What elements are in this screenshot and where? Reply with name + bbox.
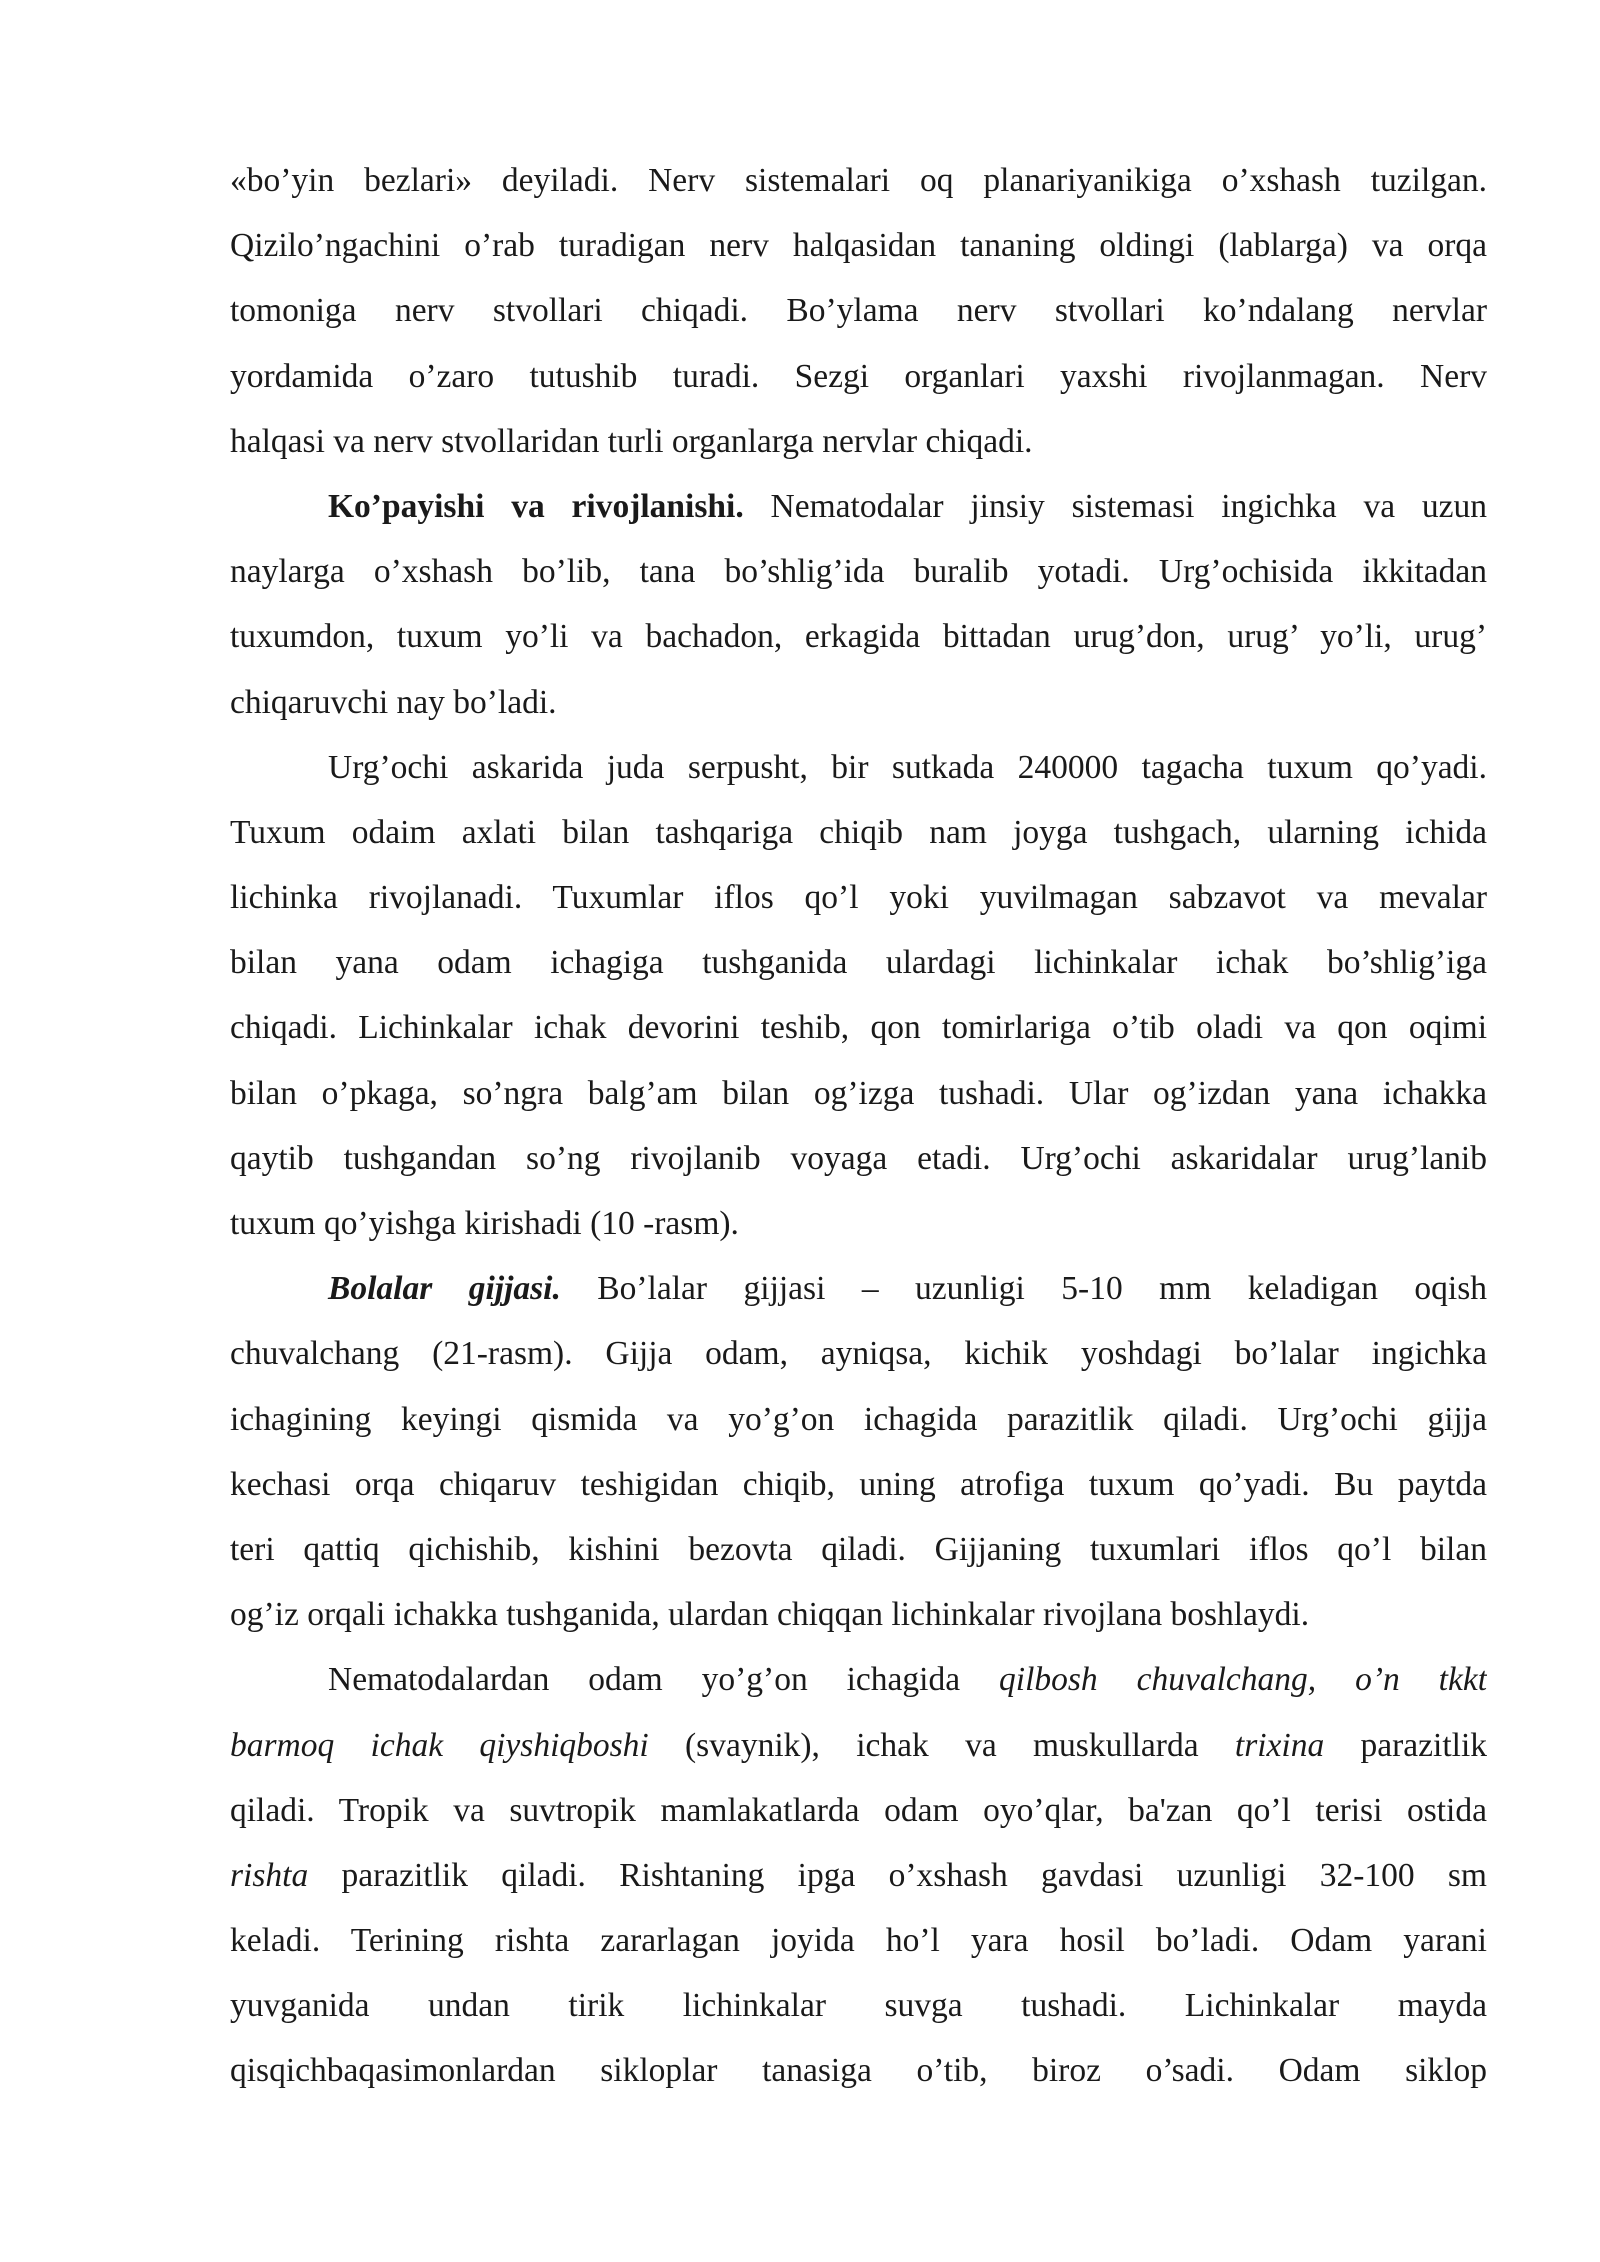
text-line: [230, 865, 1487, 930]
text-run: parazitlik: [1324, 1726, 1487, 1764]
text-run: qisqichbaqasimonlardan sikloplar tanasiga o’tib, biroz o’sadi. Odam siklop: [230, 2052, 1487, 2090]
text-line: [230, 1647, 1487, 1712]
text-run: Tuxum odaim axlati bilan tashqariga chiqib nam joyga tushgach, ularning ichida: [230, 813, 1487, 851]
emphasis-text: qilbosh chuvalchang, o’n tkkt: [999, 1661, 1487, 1699]
text-run: naylarga o’xshash bo’lib, tana bo’shlig’ida buralib yotadi. Urg’ochisida ikkitadan: [230, 553, 1487, 591]
text-run: Qizilo’ngachini o’rab turadigan nerv halqasidan tananing oldingi (lablarga) va orqa: [230, 227, 1487, 265]
text-run: qaytib tushgandan so’ng rivojlanib voyaga etadi. Urg’ochi askaridalar urug’lanib: [230, 1139, 1487, 1177]
text-line: [230, 539, 1487, 604]
text-line: [230, 1256, 1487, 1321]
text-run: chuvalchang (21-rasm). Gijja odam, ayniqsa, kichik yoshdagi bo’lalar ingichka: [230, 1335, 1487, 1373]
text-run: Nematodalardan odam yo’g’on ichagida: [328, 1661, 1000, 1699]
text-line: [230, 213, 1487, 278]
text-line: [230, 1778, 1487, 1843]
text-run: yuvganida undan tirik lichinkalar suvga tushadi. Lichinkalar mayda: [230, 1987, 1487, 2025]
text-line: [230, 800, 1487, 865]
text-line: [230, 2038, 1487, 2103]
emphasis-text: rishta: [230, 1856, 309, 1894]
text-line: [230, 1517, 1487, 1582]
text-line: [230, 1321, 1487, 1386]
text-run: og’iz orqali ichakka tushganida, ulardan chiqqan lichinkalar rivojlana boshlaydi.: [230, 1596, 1310, 1634]
text-run: Urg’ochi askarida juda serpusht, bir sutkada 240000 tagacha tuxum qo’yadi.: [328, 748, 1487, 786]
text-run: qiladi. Tropik va suvtropik mamlakatlarda odam oyo’qlar, ba'zan qo’l terisi ostida: [230, 1791, 1487, 1829]
emphasis-text: barmoq ichak qiyshiqboshi: [230, 1726, 649, 1764]
text-line: [230, 1452, 1487, 1517]
text-run: (svaynik), ichak va muskullarda: [648, 1726, 1235, 1764]
text-run: bilan yana odam ichagiga tushganida ulardagi lichinkalar ichak bo’shlig’iga: [230, 944, 1487, 982]
text-run: kechasi orqa chiqaruv teshigidan chiqib, uning atrofiga tuxum qo’yadi. Bu paytda: [230, 1465, 1487, 1503]
text-run: tuxum qo’yishga kirishadi (10 -rasm).: [230, 1205, 739, 1242]
text-line: [230, 1387, 1487, 1452]
text-line: [230, 1061, 1487, 1126]
document-page: [230, 148, 1487, 2104]
text-line: [230, 1191, 1487, 1256]
text-line: [230, 1973, 1487, 2038]
emphasis-text: Bolalar gijjasi.: [328, 1270, 561, 1308]
text-run: «bo’yin bezlari» deyiladi. Nerv sistemalari oq planariyanikiga o’xshash tuzilgan.: [230, 162, 1487, 199]
text-line: [230, 1126, 1487, 1191]
text-line: [230, 409, 1487, 474]
text-run: tomoniga nerv stvollari chiqadi. Bo’ylama nerv stvollari ko’ndalang nervlar: [230, 292, 1487, 330]
text-run: tuxumdon, tuxum yo’li va bachadon, erkagida bittadan urug’don, urug’ yo’li, urug’: [230, 618, 1487, 656]
text-run: ichagining keyingi qismida va yo’g’on ichagida parazitlik qiladi. Urg’ochi gijja: [230, 1400, 1487, 1438]
text-run: chiqadi. Lichinkalar ichak devorini teshib, qon tomirlariga o’tib oladi va qon oqimi: [230, 1009, 1487, 1047]
text-line: [230, 1582, 1487, 1647]
text-run: Nematodalar jinsiy sistemasi ingichka va uzun: [743, 487, 1487, 525]
text-run: halqasi va nerv stvollaridan turli organlarga nervlar chiqadi.: [230, 422, 1033, 460]
text-run: keladi. Terining rishta zararlagan joyida ho’l yara hosil bo’ladi. Odam yarani: [230, 1922, 1487, 1960]
text-line: [230, 474, 1487, 539]
text-run: parazitlik qiladi. Rishtaning ipga o’xshash gavdasi uzunligi 32-100 sm: [308, 1856, 1487, 1894]
emphasis-text: trixina: [1234, 1726, 1325, 1764]
text-line: [230, 670, 1487, 735]
text-line: [230, 148, 1487, 213]
text-line: [230, 930, 1487, 995]
text-run: lichinka rivojlanadi. Tuxumlar iflos qo’l yoki yuvilmagan sabzavot va mevalar: [230, 879, 1487, 917]
text-line: [230, 1843, 1487, 1908]
text-line: [230, 995, 1487, 1060]
text-run: teri qattiq qichishib, kishini bezovta qiladi. Gijjaning tuxumlari iflos qo’l bilan: [230, 1530, 1487, 1568]
emphasis-text: Ko’payishi va rivojlanishi.: [328, 487, 744, 525]
text-line: [230, 735, 1487, 800]
text-line: [230, 604, 1487, 669]
text-run: yordamida o’zaro tutushib turadi. Sezgi organlari yaxshi rivojlanmagan. Nerv: [230, 357, 1487, 395]
text-run: bilan o’pkaga, so’ngra balg’am bilan og’izga tushadi. Ular og’izdan yana ichakka: [230, 1074, 1487, 1112]
text-run: Bo’lalar gijjasi – uzunligi 5-10 mm keladigan oqish: [560, 1270, 1487, 1308]
text-run: chiqaruvchi nay bo’ladi.: [230, 683, 557, 721]
text-line: [230, 278, 1487, 343]
text-line: [230, 344, 1487, 409]
text-line: [230, 1908, 1487, 1973]
text-line: [230, 1713, 1487, 1778]
